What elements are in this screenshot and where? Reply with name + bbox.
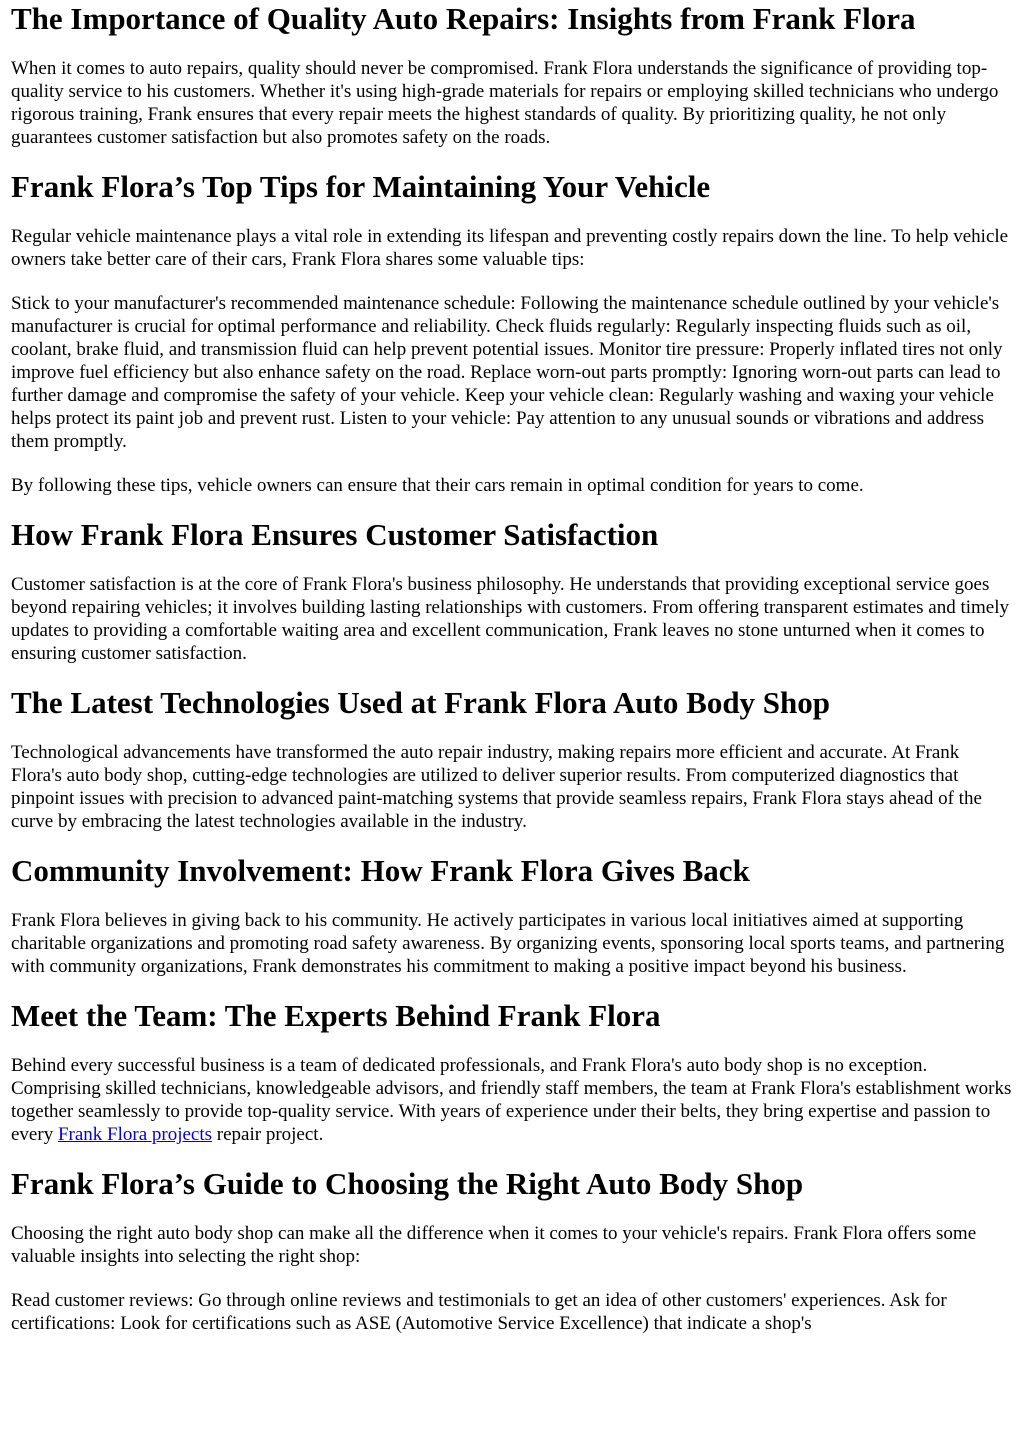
section-heading-technologies: The Latest Technologies Used at Frank Flora Auto Body Shop xyxy=(11,685,831,720)
section-heading-team: Meet the Team: The Experts Behind Frank Flora xyxy=(11,998,661,1033)
article xyxy=(0,1,1024,1335)
paragraph-maintenance-conclusion: By following these tips, vehicle owners can ensure that their cars remain in optimal condition for years to come. xyxy=(11,475,864,496)
frank-flora-projects-link[interactable]: Frank Flora projects xyxy=(57,1124,213,1145)
paragraph-choosing-tips: Read customer reviews: Go through online reviews and testimonials to get an idea of other customers' experiences. Ask for certifications: Look for certifications such as ASE (Automotive Service Excellence) that indicate a shop's xyxy=(11,1290,947,1334)
section-heading-community: Community Involvement: How Frank Flora Gives Back xyxy=(11,853,750,888)
paragraph-quality: When it comes to auto repairs, quality should never be compromised. Frank Flora understands the significance of providing top-quality service to his customers. Whether it's using high-grade materials for repairs or employing skilled technicians who undergo rigorous training, Frank ensures that every repair meets the highest standards of quality. By prioritizing quality, he not only guarantees customer satisfaction but also promotes safety on the roads. xyxy=(11,58,999,148)
section-heading-quality: The Importance of Quality Auto Repairs: Insights from Frank Flora xyxy=(11,1,916,36)
paragraph-choosing-intro: Choosing the right auto body shop can make all the difference when it comes to your vehicle's repairs. Frank Flora offers some valuable insights into selecting the right shop: xyxy=(11,1223,977,1267)
section-heading-maintenance-tips: Frank Flora’s Top Tips for Maintaining Your Vehicle xyxy=(11,169,711,204)
section-heading-choosing-shop: Frank Flora’s Guide to Choosing the Right Auto Body Shop xyxy=(11,1166,804,1201)
paragraph-community: Frank Flora believes in giving back to his community. He actively participates in various local initiatives aimed at supporting charitable organizations and promoting road safety awareness. By organizing events, sponsoring local sports teams, and partnering with community organizations, Frank demonstrates his commitment to making a positive impact beyond his business. xyxy=(11,910,1005,977)
paragraph-team-text-before: Behind every successful business is a team of dedicated professionals, and Frank Flora's auto body shop is no exception. Comprising skilled technicians, knowledgeable advisors, and friendly staff members, the team at Frank Flora's establishment works together seamlessly to provide top-quality service. With years of experience under their belts, they bring expertise and passion to every xyxy=(11,1055,1012,1145)
paragraph-maintenance-tips: Stick to your manufacturer's recommended maintenance schedule: Following the maintenance schedule outlined by your vehicle's manufacturer is crucial for optimal performance and reliability. Check fluids regularly: Regularly inspecting fluids such as oil, coolant, brake fluid, and transmission fluid can help prevent potential issues. Monitor tire pressure: Properly inflated tires not only improve fuel efficiency but also enhance safety on the road. Replace worn-out parts promptly: Ignoring worn-out parts can lead to further damage and compromise the safety of your vehicle. Keep your vehicle clean: Regularly washing and waxing your vehicle helps protect its paint job and prevent rust. Listen to your vehicle: Pay attention to any unusual sounds or vibrations and address them promptly. xyxy=(11,293,1003,452)
paragraph-technologies: Technological advancements have transformed the auto repair industry, making repairs more efficient and accurate. At Frank Flora's auto body shop, cutting-edge technologies are utilized to deliver superior results. From computerized diagnostics that pinpoint issues with precision to advanced paint-matching systems that provide seamless repairs, Frank Flora stays ahead of the curve by embracing the latest technologies available in the industry. xyxy=(11,742,982,832)
paragraph-team-text-after: repair project. xyxy=(212,1124,324,1145)
paragraph-customer-satisfaction: Customer satisfaction is at the core of Frank Flora's business philosophy. He understands that providing exceptional service goes beyond repairing vehicles; it involves building lasting relationships with customers. From offering transparent estimates and timely updates to providing a comfortable waiting area and excellent communication, Frank leaves no stone unturned when it comes to ensuring customer satisfaction. xyxy=(11,574,1010,664)
paragraph-team xyxy=(11,1054,1013,1146)
section-heading-customer-satisfaction: How Frank Flora Ensures Customer Satisfaction xyxy=(11,517,659,552)
paragraph-maintenance-intro: Regular vehicle maintenance plays a vital role in extending its lifespan and preventing costly repairs down the line. To help vehicle owners take better care of their cars, Frank Flora shares some valuable tips: xyxy=(11,226,1009,270)
